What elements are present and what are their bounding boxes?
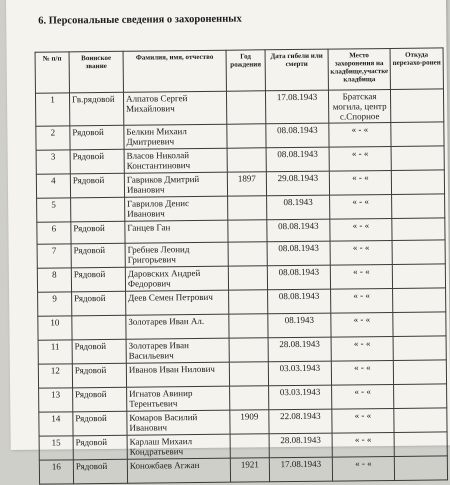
cell-burial-place: « - « <box>331 312 393 337</box>
cell-number: 6 <box>37 222 71 244</box>
cell-number: 15 <box>39 436 73 460</box>
cell-birth-year <box>229 362 268 386</box>
cell-birth-year <box>228 220 267 242</box>
cell-burial-place: « - « <box>332 408 394 433</box>
cell-rank: Рядовой <box>72 363 126 388</box>
cell-death-date: 08.08.1943 <box>266 123 329 148</box>
burials-table <box>35 47 449 484</box>
cell-death-date: 08.08.1943 <box>267 219 330 242</box>
cell-burial-place: « - « <box>332 456 394 481</box>
cell-reburied-from <box>394 384 447 409</box>
col-header-reburied-from: Откуда перезахо-ронен <box>390 48 443 90</box>
cell-death-date: 08.08.1943 <box>266 147 329 172</box>
cell-name: Коножбаев Агжан <box>127 458 230 483</box>
cell-birth-year <box>229 290 268 314</box>
cell-name: Иванов Иван Нилович <box>126 362 229 387</box>
cell-death-date: 08.08.1943 <box>267 241 330 266</box>
cell-rank: Рядовой <box>73 411 127 436</box>
table-row <box>35 89 443 126</box>
cell-burial-place: « - « <box>330 218 392 241</box>
cell-death-date: 22.08.1943 <box>269 409 332 434</box>
cell-burial-place: « - « <box>330 240 392 265</box>
cell-death-date: 03.03.1943 <box>268 361 331 386</box>
col-header-burial-place: Место захоронения на кладбище,участке кладбища <box>328 48 390 90</box>
cell-number: 11 <box>38 340 72 364</box>
cell-reburied-from <box>394 456 447 481</box>
cell-reburied-from <box>393 360 446 385</box>
cell-number: 9 <box>38 292 72 316</box>
cell-death-date: 29.08.1943 <box>266 171 329 196</box>
cell-number: 12 <box>38 364 72 388</box>
cell-burial-place: « - « <box>331 360 393 385</box>
cell-reburied-from <box>392 194 445 219</box>
cell-reburied-from <box>394 408 447 433</box>
cell-name: Золотарев Иван Васильевич <box>126 338 229 363</box>
cell-reburied-from <box>391 122 444 147</box>
cell-number: 8 <box>37 268 71 292</box>
cell-number: 2 <box>36 126 70 150</box>
cell-burial-place: « - « <box>332 384 394 409</box>
col-header-number: № п/п <box>35 52 69 93</box>
cell-rank: Рядовой <box>70 173 124 198</box>
cell-birth-year <box>227 148 266 172</box>
cell-death-date: 08.08.1943 <box>267 265 330 290</box>
cell-reburied-from <box>391 146 444 171</box>
cell-number: 3 <box>36 150 70 174</box>
cell-rank: Рядовой <box>73 459 127 484</box>
cell-rank: Рядовой <box>71 221 125 244</box>
cell-death-date: 08.08.1943 <box>268 289 331 314</box>
col-header-name: Фамилия, имя, отчество <box>123 50 226 92</box>
cell-birth-year: 1897 <box>227 172 266 196</box>
cell-rank <box>71 197 125 222</box>
cell-death-date: 28.08.1943 <box>269 433 332 458</box>
cell-number: 14 <box>39 412 73 436</box>
cell-number: 5 <box>37 198 71 222</box>
cell-birth-year <box>230 386 269 410</box>
cell-number: 1 <box>35 93 69 126</box>
cell-reburied-from <box>390 89 443 123</box>
cell-burial-place: « - « <box>329 170 391 195</box>
cell-rank <box>72 315 126 340</box>
cell-burial-place: « - « <box>331 336 393 361</box>
cell-number: 13 <box>39 388 73 412</box>
cell-number: 7 <box>37 244 71 268</box>
cell-reburied-from <box>391 170 444 195</box>
cell-birth-year <box>229 314 268 338</box>
cell-name: Гребнев Леонид Григорьевич <box>125 242 228 267</box>
cell-birth-year <box>229 338 268 362</box>
cell-death-date: 08.1943 <box>267 195 330 220</box>
cell-number: 16 <box>39 460 73 484</box>
cell-reburied-from <box>393 336 446 361</box>
cell-number: 4 <box>36 174 70 198</box>
cell-birth-year <box>228 266 267 290</box>
cell-birth-year <box>228 242 267 266</box>
col-header-rank: Воинское звание <box>69 51 123 93</box>
cell-rank: Рядовой <box>73 435 127 460</box>
cell-burial-place: « - « <box>330 194 392 219</box>
cell-reburied-from <box>394 432 447 457</box>
cell-name: Алпатов Сергей Михайлович <box>123 91 226 125</box>
cell-reburied-from <box>392 240 445 265</box>
cell-burial-place: Братская могила, центр с.Спорное <box>328 89 390 123</box>
cell-name: Игнатов Авинир Терентьевич <box>127 386 230 411</box>
col-header-death-date: Дата гибели или смерти <box>265 49 328 91</box>
cell-name: Гавриков Дмитрий Иванович <box>124 172 227 197</box>
cell-burial-place: « - « <box>329 146 391 171</box>
cell-name: Гаврилов Денис Иванович <box>125 196 228 221</box>
cell-birth-year: 1909 <box>230 410 269 434</box>
cell-name: Даровских Андрей Федорович <box>125 266 228 291</box>
cell-burial-place: « - « <box>332 432 394 457</box>
cell-name: Власов Николай Константинович <box>124 148 227 173</box>
table-row <box>39 456 447 484</box>
cell-birth-year <box>226 91 265 124</box>
cell-rank: Рядовой <box>70 125 124 150</box>
cell-reburied-from <box>393 312 446 337</box>
cell-name: Ганцев Ган <box>125 220 228 243</box>
cell-name: Карлаш Михаил Кондратьевич <box>127 434 230 459</box>
cell-reburied-from <box>392 218 445 241</box>
cell-death-date: 17.08.1943 <box>269 457 332 482</box>
cell-number: 10 <box>38 316 72 340</box>
cell-reburied-from <box>392 264 445 289</box>
cell-name: Золотарев Иван Ал. <box>126 314 229 339</box>
cell-birth-year <box>230 434 269 458</box>
section-heading: 6. Персональные сведения о захороненных <box>38 13 242 27</box>
cell-name: Комаров Василий Иванович <box>127 410 230 435</box>
cell-death-date: 03.03.1943 <box>269 385 332 410</box>
cell-burial-place: « - « <box>330 264 392 289</box>
cell-rank: Рядовой <box>71 267 125 292</box>
cell-burial-place: « - « <box>329 122 391 147</box>
cell-name: Деев Семен Петрович <box>126 290 229 315</box>
cell-rank: Рядовой <box>72 339 126 364</box>
document-sheet <box>6 0 450 472</box>
cell-rank: Рядовой <box>73 387 127 412</box>
cell-rank: Гв.рядовой <box>69 92 123 126</box>
cell-death-date: 08.1943 <box>268 313 331 338</box>
cell-birth-year: 1921 <box>230 458 269 482</box>
cell-rank: Рядовой <box>72 291 126 316</box>
col-header-birth-year: Год рождения <box>226 50 265 91</box>
cell-death-date: 17.08.1943 <box>265 90 328 124</box>
cell-reburied-from <box>393 288 446 313</box>
cell-name: Белкин Михаил Дмитриевич <box>124 124 227 149</box>
cell-birth-year <box>227 124 266 148</box>
cell-death-date: 28.08.1943 <box>268 337 331 362</box>
cell-rank: Рядовой <box>71 243 125 268</box>
cell-rank: Рядовой <box>70 149 124 174</box>
table-header-row <box>35 48 443 93</box>
cell-burial-place: « - « <box>331 288 393 313</box>
cell-birth-year <box>228 196 267 220</box>
